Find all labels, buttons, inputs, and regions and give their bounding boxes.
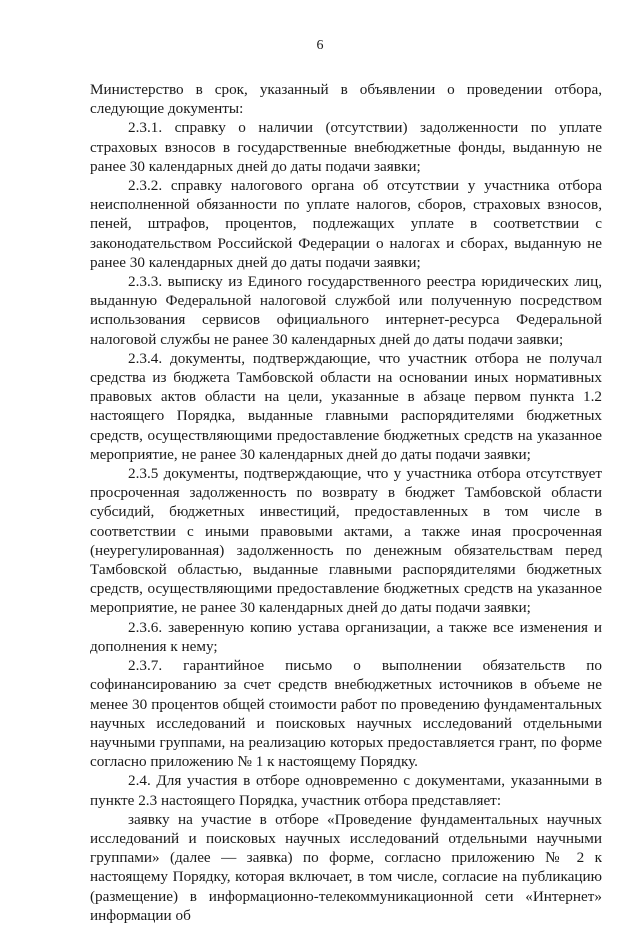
paragraph-2-3-4: 2.3.4. документы, подтверждающие, что участник отбора не получал средства из бюджета Тамбовской области на основании иных нормативных правовых актов области на цели, указанные в абзаце первом пункта 1.2 настоящего Порядка, выданные главными распорядителями бюджетных средств, осуществляющими предоставление бюджетных средств на указанное мероприятие, не ранее 30 календарных дней до даты подачи заявки; [90, 349, 602, 463]
paragraph-2-3-7: 2.3.7. гарантийное письмо о выполнении обязательств по софинансированию за счет средств внебюджетных источников в объеме не менее 30 процентов общей стоимости работ по проведению фундаментальных научных исследований и поисковых научных исследований отдельными научными группами, на реализацию которых предоставляется грант, по форме согласно приложению № 1 к настоящему Порядку. [90, 657, 602, 771]
paragraph-2-3-1: 2.3.1. справку о наличии (отсутствии) задолженности по уплате страховых взносов в государственные внебюджетные фонды, выданную не ранее 30 календарных дней до даты подачи заявки; [90, 119, 602, 175]
page-number: 6 [316, 38, 324, 53]
paragraph-2-4: 2.4. Для участия в отборе одновременно с документами, указанными в пункте 2.3 настоящего Порядка, участник отбора представляет: [90, 772, 602, 809]
paragraph-2-3-2: 2.3.2. справку налогового органа об отсутствии у участника отбора неисполненной обязанности по уплате налогов, сборов, страховых взносов, пеней, штрафов, процентов, подлежащих уплате в соответствии с законодательством Российской Федерации о налогах и сборах, выданную не ранее 30 календарных дней до даты подачи заявки; [90, 177, 602, 271]
paragraph-application: заявку на участие в отборе «Проведение фундаментальных научных исследований и поисковых научных исследований отдельными научными группами» (далее — заявка) по форме, согласно приложению № 2 к настоящему Порядку, которая включает, в том числе, согласие на публикацию (размещение) в информационно-телекоммуникационной сети «Интернет» информации об [90, 810, 602, 924]
paragraph-2-3-3: 2.3.3. выписку из Единого государственного реестра юридических лиц, выданную Федеральной налоговой службой или полученную посредством использования сервисов официального интернет-ресурса Федеральной налоговой службы не ранее 30 календарных дней до даты подачи заявки; [90, 273, 602, 348]
paragraph-intro: Министерство в срок, указанный в объявлении о проведении отбора, следующие документы: [90, 81, 602, 118]
paragraph-2-3-6: 2.3.6. заверенную копию устава организации, а также все изменения и дополнения к нему; [90, 618, 602, 655]
paragraph-2-3-5: 2.3.5 документы, подтверждающие, что у участника отбора отсутствует просроченная задолженность по возврату в бюджет Тамбовской области субсидий, бюджетных инвестиций, предоставленных в том числе в соответствии с иными правовыми актами, а также иная просроченная (неурегулированная) задолженность по денежным обязательствам перед Тамбовской областью, выданные главными распорядителями бюджетных средств, осуществляющими предоставление бюджетных средств на указанное мероприятие, не ранее 30 календарных дней до даты подачи заявки; [90, 465, 602, 617]
document-body [90, 80, 602, 925]
